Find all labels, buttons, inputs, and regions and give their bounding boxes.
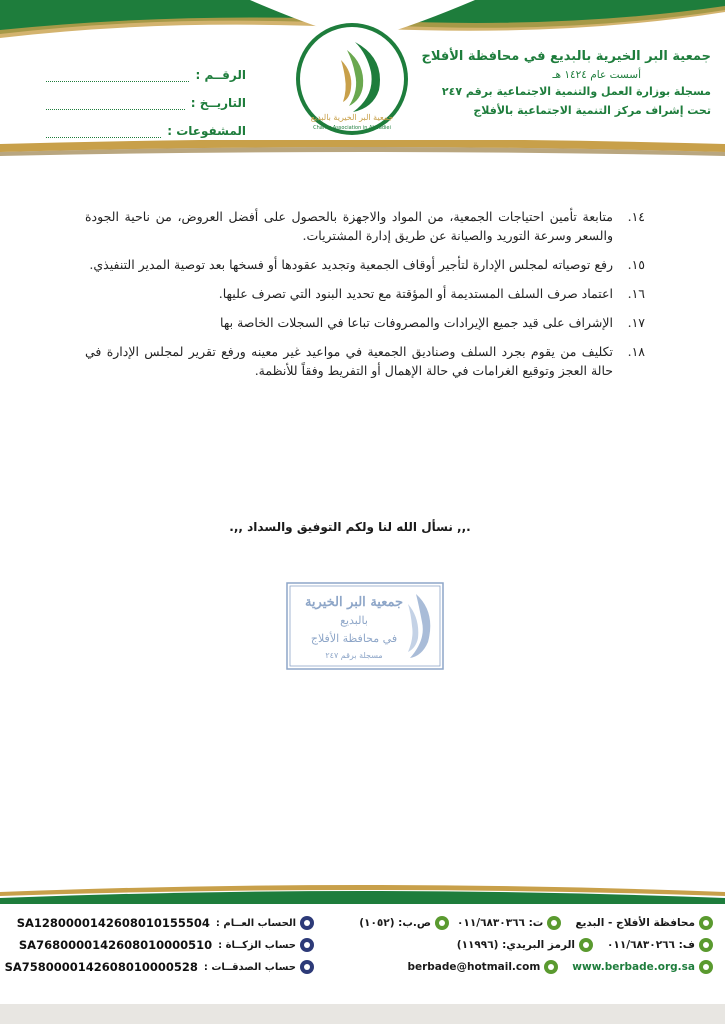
closing-greeting: .,, نسأل الله لنا ولكم التوفيق والسداد ,,. — [229, 520, 471, 534]
mailbox-icon — [435, 916, 449, 930]
email-link[interactable]: berbade@hotmail.com — [407, 961, 541, 973]
list-item — [85, 342, 645, 380]
account-row — [4, 956, 314, 978]
account-number: SA1280000142608010155504 — [16, 916, 210, 930]
registration-line: مسجلة بوزارة العمل والتنمية الاجتماعية برقم ٢٤٧ — [441, 85, 711, 98]
postal-code-icon — [579, 938, 593, 952]
list-item — [85, 207, 645, 245]
item-text: الإشراف على قيد جميع الإيرادات والمصروفات تباعا في السجلات الخاصة بها — [220, 315, 613, 330]
account-label: حساب الصدقــات : — [203, 961, 296, 973]
location-icon — [699, 916, 713, 930]
founded-year: أسست عام ١٤٢٤ هـ — [552, 69, 641, 81]
footer-band-decoration — [0, 880, 725, 904]
bank-icon — [300, 938, 314, 952]
bank-icon — [300, 960, 314, 974]
logo-arabic-text: جمعية البر الخيرية بالبديع — [310, 113, 394, 122]
fax-icon — [699, 938, 713, 952]
postal-code-text: الرمز البريدي: (١١٩٩٦) — [456, 939, 576, 951]
accounts-column — [4, 912, 314, 978]
item-number: ١٧. — [627, 315, 645, 330]
item-number: ١٦. — [627, 286, 645, 301]
item-number: ١٤. — [627, 209, 645, 224]
organization-stamp — [286, 582, 444, 670]
letter-body — [85, 207, 645, 390]
page-bottom-edge — [0, 1004, 725, 1024]
po-box-text: ص.ب: (١٠٥٢) — [359, 917, 432, 929]
contact-row-2 — [333, 934, 713, 956]
website-link[interactable]: www.berbade.org.sa — [572, 961, 695, 973]
account-number: SA7680000142608010000510 — [18, 938, 213, 952]
list-item — [85, 313, 645, 332]
footer — [0, 904, 725, 1004]
fax-text: ف: ٠١١/٦٨٣٠٢٦٦ — [607, 939, 695, 951]
email-icon — [544, 960, 558, 974]
account-row — [14, 934, 314, 956]
account-row — [14, 912, 314, 934]
list-item — [85, 255, 645, 274]
item-number: ١٨. — [627, 344, 645, 359]
ref-attachments-line — [46, 123, 161, 138]
logo-english-text: Charity Association in Al Badiei — [313, 125, 391, 131]
item-text: تكليف من يقوم بجرد السلف وصناديق الجمعية في مواعيد غير معينه ورفع تقرير لمجلس الإدارة في حالة العجز وتوقيع الغرامات في حالة الإهمال أو التفريط وفقاً للأنظمة. — [85, 344, 613, 378]
ref-date-label: التاريــخ : — [190, 96, 246, 110]
ref-date-row — [46, 82, 246, 110]
ref-number-label: الرقــم : — [195, 68, 246, 82]
phone-icon — [547, 916, 561, 930]
account-number: SA7580000142608010000528 — [4, 960, 198, 974]
stamp-line-2: بالبديع — [340, 614, 368, 627]
phone-text: ت: ٠١١/٦٨٣٠٣٦٦ — [457, 917, 544, 929]
ref-date-line — [46, 95, 185, 110]
item-text: اعتماد صرف السلف المستديمة أو المؤقتة مع تحديد البنود التي تصرف عليها. — [218, 286, 613, 301]
item-text: رفع توصياته لمجلس الإدارة لتأجير أوقاف الجمعية وتجديد عقودها أو فسخها بعد توصية المدير التنفيذي. — [89, 257, 613, 272]
stamp-line-1: جمعية البر الخيرية — [304, 595, 404, 610]
stamp-line-3: في محافظة الأفلاج — [310, 632, 398, 645]
organization-name: جمعية البر الخيرية بالبديع في محافظة الأفلاج — [421, 49, 711, 64]
item-number: ١٥. — [627, 257, 645, 272]
account-label: الحساب العــام : — [215, 917, 296, 929]
ref-attachments-row — [46, 110, 246, 138]
supervision-line: تحت إشراف مركز التنمية الاجتماعية بالأفلاج — [473, 104, 711, 117]
account-label: حساب الزكــاة : — [218, 939, 296, 951]
contact-row-3 — [333, 956, 713, 978]
stamp-line-4: مسجلة برقم ٢٤٧ — [325, 651, 383, 660]
contact-column — [333, 912, 713, 978]
bank-icon — [300, 916, 314, 930]
ref-number-row — [46, 54, 246, 82]
organization-block — [411, 46, 711, 120]
ref-number-line — [46, 67, 189, 82]
list-item — [85, 284, 645, 303]
location-text: محافظة الأفلاج - البديع — [575, 917, 695, 929]
item-text: متابعة تأمين احتياجات الجمعية، من المواد والاجهزة بالحصول على أفضل العروض، من ناحية الجودة والسعر وسرعة التوريد والصيانة عن طريق إدارة المشتريات. — [85, 209, 613, 243]
contact-row-1 — [333, 912, 713, 934]
ref-attachments-label: المشفوعات : — [167, 124, 246, 138]
organization-logo — [293, 20, 411, 138]
header-band-decoration — [0, 140, 725, 162]
reference-fields — [46, 54, 246, 138]
globe-icon — [699, 960, 713, 974]
